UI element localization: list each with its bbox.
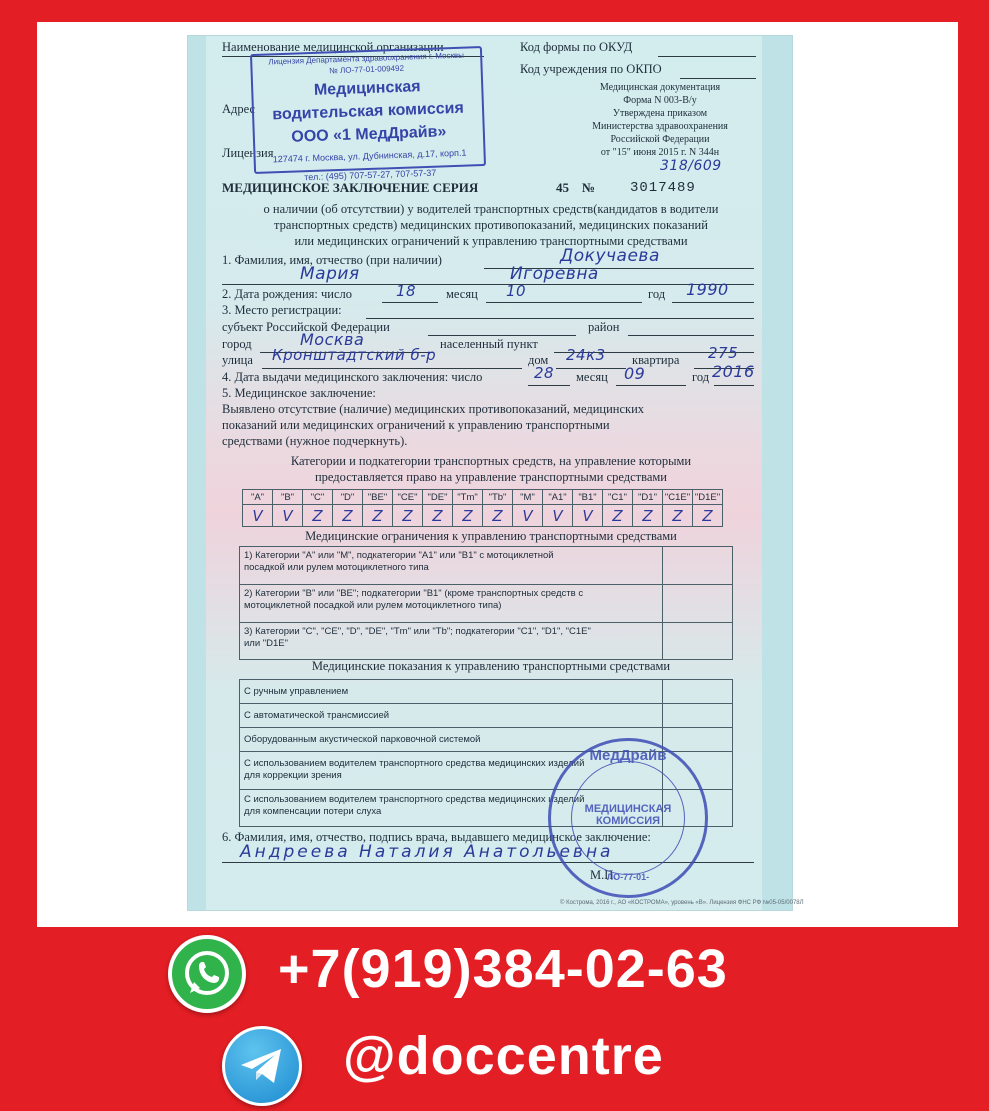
form-info-6: от "15" июня 2015 г. N 344н xyxy=(600,147,720,158)
category-label: "Tb" xyxy=(483,490,513,505)
category-mark: V xyxy=(243,505,273,527)
categories-table xyxy=(242,489,723,527)
fio-label: 1. Фамилия, имя, отчество (при наличии) xyxy=(222,253,442,267)
restriction-text-1a: 1) Категории "A" или "M", подкатегории "A1" или "B1" с мотоциклетной xyxy=(244,550,554,561)
phone-number[interactable]: +7(919)384-02-63 xyxy=(278,939,728,999)
round-stamp-middle-1: МЕДИЦИНСКАЯ xyxy=(584,803,672,815)
category-label: "D" xyxy=(333,490,363,505)
street-value: Кронштадтский б-р xyxy=(272,346,437,364)
org-name-label: Наименование медицинской организации xyxy=(222,40,444,54)
conclusion-text-1: Выявлено отсутствие (наличие) медицинских противопоказаний, медицинских xyxy=(222,402,645,416)
category-label: "DE" xyxy=(423,490,453,505)
house-line xyxy=(556,368,626,369)
dob-month-label: месяц xyxy=(446,287,478,301)
stamp-name-2: водительская комиссия xyxy=(272,99,465,124)
form-info-1: Медицинская документация xyxy=(599,82,721,93)
round-stamp-top: МедДрайв xyxy=(589,747,667,764)
category-mark: Z xyxy=(603,505,633,527)
city-value: Москва xyxy=(300,330,365,349)
house-label: дом xyxy=(528,353,549,367)
street-label: улица xyxy=(222,353,253,367)
category-mark: Z xyxy=(453,505,483,527)
categories-heading-2: предоставляется право на управление транспортными средствами xyxy=(314,470,667,484)
number-sign: № xyxy=(582,180,596,195)
category-label: "C" xyxy=(303,490,333,505)
category-mark: Z xyxy=(483,505,513,527)
indication-text-4b: для коррекции зрения xyxy=(244,770,342,781)
category-mark: Z xyxy=(393,505,423,527)
fio-surname: Докучаева xyxy=(560,246,660,266)
category-mark: Z xyxy=(303,505,333,527)
category-label: "A1" xyxy=(543,490,573,505)
category-mark: Z xyxy=(423,505,453,527)
handwritten-ref: 318/609 xyxy=(660,158,722,174)
house-value: 24к3 xyxy=(566,346,606,364)
restriction-row xyxy=(240,623,732,659)
dob-label: 2. Дата рождения: число xyxy=(222,287,353,301)
okud-line xyxy=(658,56,756,57)
category-label: "A" xyxy=(243,490,273,505)
conclusion-text-2: показаний или медицинских ограничений к управлению транспортными xyxy=(222,418,610,432)
city-label: город xyxy=(222,337,252,351)
restriction-row xyxy=(240,547,732,585)
indication-row xyxy=(240,680,732,704)
dob-day-line xyxy=(382,302,438,303)
category-label: "D1E" xyxy=(693,490,723,505)
okpo-label: Код учреждения по ОКПО xyxy=(520,62,662,76)
certificate-number: 3017489 xyxy=(630,180,696,196)
dob-year-label: год xyxy=(648,287,666,301)
restriction-row xyxy=(240,585,732,623)
issue-year: 2016 xyxy=(712,362,755,381)
category-mark: V xyxy=(513,505,543,527)
category-label: "Tm" xyxy=(453,490,483,505)
issue-date-label: 4. Дата выдачи медицинского заключения: число xyxy=(222,370,483,384)
telegram-icon[interactable] xyxy=(222,1026,302,1106)
certificate-title: МЕДИЦИНСКОЕ ЗАКЛЮЧЕНИЕ СЕРИЯ xyxy=(222,180,479,195)
category-label: "C1E" xyxy=(663,490,693,505)
restriction-text-3a: 3) Категории "C", "CE", "D", "DE", "Tm" или "Tb"; подкатегории "C1", "D1", "C1E" xyxy=(244,626,591,637)
category-mark: Z xyxy=(333,505,363,527)
form-info-5: Российской Федерации xyxy=(610,134,710,145)
restriction-text-2a: 2) Категории "B" или "BE"; подкатегории "B1" (кроме транспортных средств с xyxy=(244,588,584,599)
round-stamp-middle-2: КОМИССИЯ xyxy=(595,815,661,827)
category-label: "M" xyxy=(513,490,543,505)
issue-year-line xyxy=(714,385,754,386)
dob-year-line xyxy=(672,302,754,303)
restrictions-table xyxy=(239,546,733,660)
issue-month-label: месяц xyxy=(576,370,608,384)
category-mark: V xyxy=(543,505,573,527)
stamp-name-3: ООО «1 МедДрайв» xyxy=(291,123,447,146)
restriction-text-1b: посадкой или рулем мотоциклетного типа xyxy=(244,562,429,573)
indication-text-5b: для компенсации потери слуха xyxy=(244,806,382,817)
dob-month: 10 xyxy=(506,282,527,300)
reg-label: 3. Место регистрации: xyxy=(222,303,342,317)
telegram-handle[interactable]: @doccentre xyxy=(343,1026,664,1086)
reg-line xyxy=(366,318,754,319)
subject-label: субъект Российской Федерации xyxy=(222,320,390,334)
form-info-4: Министерства здравоохранения xyxy=(592,121,728,132)
doctor-signature: Андреева Наталия Анатольевна xyxy=(240,842,614,862)
category-label: "CE" xyxy=(393,490,423,505)
fio-line-2 xyxy=(222,284,754,285)
categories-marks-row xyxy=(243,505,723,527)
title-sub-3: или медицинских ограничений к управлению транспортными средствами xyxy=(294,234,688,248)
fio-patronymic: Игоревна xyxy=(510,264,599,284)
round-stamp-middle xyxy=(551,803,705,827)
category-mark: V xyxy=(573,505,603,527)
issue-day-line xyxy=(528,385,570,386)
category-mark: Z xyxy=(693,505,723,527)
district-line xyxy=(628,335,754,336)
indication-text-1: С ручным управлением xyxy=(244,686,349,697)
title-sub-1: о наличии (об отсутствии) у водителей транспортных средств(кандидатов в водители xyxy=(263,202,719,216)
okud-label: Код формы по ОКУД xyxy=(520,40,633,54)
license-label: Лицензия xyxy=(222,146,274,160)
category-label: "B" xyxy=(273,490,303,505)
restriction-text-3b: или "D1E" xyxy=(244,638,289,649)
indication-text-4a: С использованием водителем транспортного средства медицинских изделий xyxy=(244,758,585,769)
stamp-address: 127474 г. Москва, ул. Дубнинская, д.17, корп.1 xyxy=(272,147,467,165)
address-label: Адрес xyxy=(222,102,256,116)
stamp-phone: тел.: (495) 707-57-27, 707-57-37 xyxy=(304,167,437,183)
fio-name: Мария xyxy=(300,264,360,284)
conclusion-text-3: средствами (нужное подчеркнуть). xyxy=(222,434,408,448)
mp-label: М.П. xyxy=(590,868,617,882)
printer-imprint: © Кострома, 2016 г., АО «КОСТРОМА», уровень «В». Лицензия ФНС РФ №05-05/0078Л xyxy=(560,900,804,906)
stamp-license-line: Лицензия Департамента здравоохранения г. Москвы xyxy=(268,50,465,67)
title-sub-2: транспортных средств) медицинских противопоказаний, медицинских показаний xyxy=(274,218,708,232)
doctor-label: 6. Фамилия, имя, отчество, подпись врача, выдавшего медицинское заключение: xyxy=(222,830,651,844)
subject-line xyxy=(428,335,576,336)
category-mark: Z xyxy=(663,505,693,527)
whatsapp-icon[interactable] xyxy=(168,935,246,1013)
indications-heading: Медицинские показания к управлению транспортными средствами xyxy=(311,659,671,673)
category-label: "D1" xyxy=(633,490,663,505)
issue-year-label: год xyxy=(692,370,710,384)
category-label: "B1" xyxy=(573,490,603,505)
issue-month-line xyxy=(616,385,686,386)
apt-value: 275 xyxy=(708,344,739,362)
category-label: "BE" xyxy=(363,490,393,505)
category-mark: Z xyxy=(633,505,663,527)
form-info-3: Утверждена приказом xyxy=(612,108,708,119)
issue-month: 09 xyxy=(624,364,646,383)
indication-text-5a: С использованием водителем транспортного средства медицинских изделий xyxy=(244,794,585,805)
district-label: район xyxy=(588,320,620,334)
category-label: "C1" xyxy=(603,490,633,505)
street-line xyxy=(262,368,522,369)
indication-row xyxy=(240,704,732,728)
conclusion-label: 5. Медицинское заключение: xyxy=(222,386,376,400)
dob-year: 1990 xyxy=(686,280,729,299)
dob-day: 18 xyxy=(396,282,417,300)
okpo-line xyxy=(680,78,756,79)
stamp-license-number: № ЛО-77-01-009492 xyxy=(329,63,405,76)
certificate-series: 45 xyxy=(556,180,569,195)
stamp-name-1: Медицинская xyxy=(313,78,421,99)
category-mark: Z xyxy=(363,505,393,527)
settlement-label: населенный пункт xyxy=(440,337,538,351)
form-info-2: Форма N 003-В/у xyxy=(623,95,697,106)
apt-label: квартира xyxy=(632,353,680,367)
category-mark: V xyxy=(273,505,303,527)
restriction-text-2b: мотоциклетной посадкой или рулем мотоциклетного типа) xyxy=(244,600,502,611)
license-stamp xyxy=(250,46,486,183)
categories-labels-row xyxy=(243,490,723,505)
dob-month-line xyxy=(486,302,642,303)
issue-day: 28 xyxy=(534,364,555,382)
restrictions-heading: Медицинские ограничения к управлению транспортными средствами xyxy=(305,529,677,543)
indication-text-3: Оборудованным акустической парковочной системой xyxy=(244,734,481,745)
round-stamp-bottom: ЛО-77-01- xyxy=(606,872,650,882)
indication-text-2: С автоматической трансмиссией xyxy=(244,710,390,721)
round-stamp xyxy=(548,738,708,898)
categories-heading-1: Категории и подкатегории транспортных средств, на управление которыми xyxy=(290,454,692,468)
